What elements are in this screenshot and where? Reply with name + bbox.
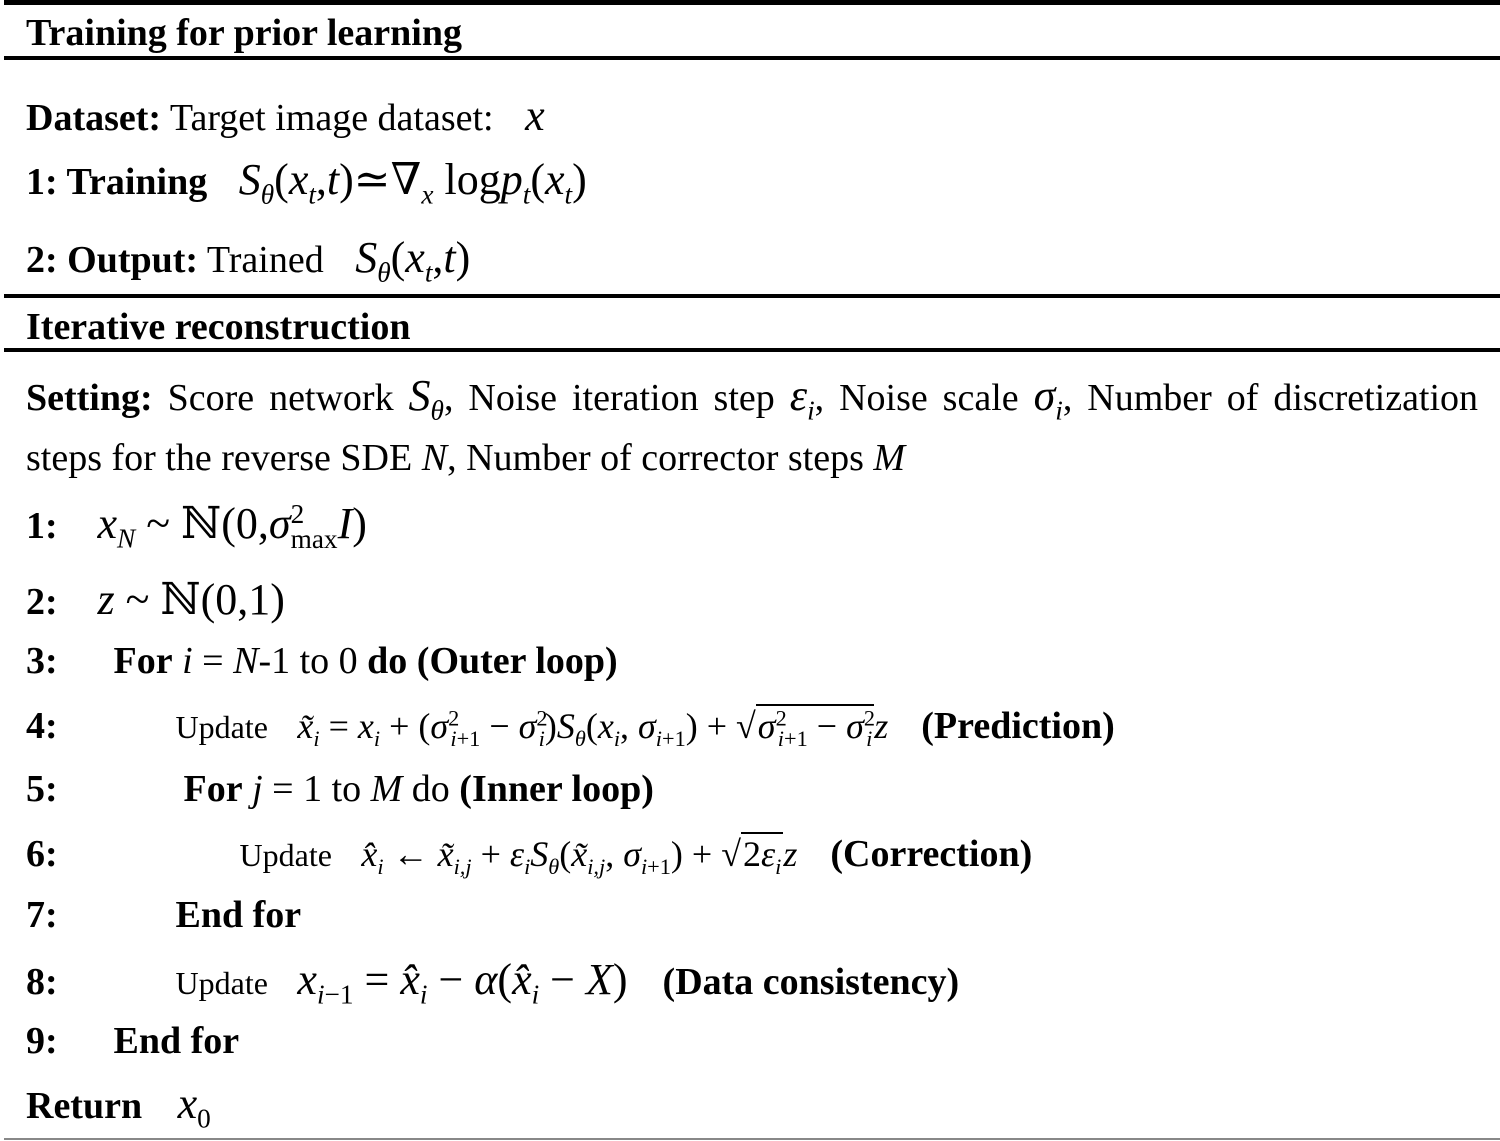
bottom-rule	[4, 1138, 1500, 1140]
inner-do: do	[402, 768, 460, 810]
step-8-number: 8:	[26, 961, 58, 1003]
update-label-6: Update	[239, 837, 332, 873]
output-label: 2: Output:	[26, 239, 199, 281]
for-keyword: For	[113, 640, 173, 682]
step-9	[26, 1022, 239, 1060]
step-7	[26, 896, 301, 934]
step-6-number: 6:	[26, 833, 58, 875]
dataset-var: x	[525, 91, 545, 140]
inner-range: = 1 to	[262, 768, 371, 810]
prediction-label: (Prediction)	[921, 705, 1115, 747]
loop-var-i: i	[182, 640, 193, 682]
training-label: 1: Training	[26, 161, 208, 203]
step-2	[26, 575, 285, 624]
inner-end-for: End for	[175, 894, 302, 936]
top-rule	[4, 0, 1500, 5]
dataset-line	[26, 91, 545, 140]
setting-discretization: , Number of discretization steps for the reverse SDE	[26, 377, 1479, 479]
loop-N: N	[233, 640, 259, 682]
trained-model-formula: $S_\theta(x_t,t)$	[355, 233, 471, 288]
data-consistency-label: (Data consistency)	[662, 961, 960, 1003]
dataset-label: Dataset:	[26, 97, 162, 139]
step-5	[26, 770, 654, 808]
outer-end-for: End for	[113, 1020, 240, 1062]
loop-var-j: j	[252, 768, 263, 810]
step-3	[26, 642, 618, 680]
equals: =	[192, 640, 234, 682]
step-2-number: 2:	[26, 581, 58, 623]
setting-N: N	[421, 437, 448, 479]
step-1-number: 1:	[26, 505, 58, 547]
section1-header-rule	[4, 56, 1500, 60]
loop-range: -1 to 0	[258, 640, 358, 682]
dataset-text: Target image dataset:	[169, 97, 494, 139]
setting-corrector: , Number of corrector steps	[447, 437, 864, 479]
setting-M: M	[873, 437, 906, 479]
step-5-number: 5:	[26, 768, 58, 810]
section1-title: Training for prior learning	[26, 12, 462, 54]
step-3-number: 3:	[26, 640, 58, 682]
return-label: Return	[26, 1085, 143, 1127]
init-z-formula: z ~ ℕ(0,1)	[97, 575, 285, 624]
outer-loop-label: do (Outer loop)	[367, 640, 618, 682]
step-6	[26, 832, 1033, 879]
return-value: $x_0$	[177, 1079, 211, 1134]
correction-formula: $x̂_i$ ← $x̃_{i,j}$ + $\varepsilon_iS_\theta(x̃_{i,j}$, $\sigma_{i+1}) + √2\varepsilon_iz$	[361, 834, 798, 879]
section2-header-rule	[4, 348, 1500, 352]
inner-for-keyword: For	[183, 768, 243, 810]
step-9-number: 9:	[26, 1020, 58, 1062]
correction-label: (Correction)	[830, 833, 1033, 875]
init-x-formula: $x_N$ ~ $ℕ(0,\sigma^2_{max}I)$	[97, 499, 367, 554]
setting-noise-step: , Noise iteration step	[443, 377, 775, 419]
output-line	[26, 233, 471, 288]
setting-label: Setting:	[26, 377, 153, 419]
section2-title: Iterative reconstruction	[26, 306, 411, 348]
step-4-number: 4:	[26, 705, 58, 747]
step-8	[26, 955, 960, 1010]
update-label-8: Update	[175, 965, 268, 1001]
training-line	[26, 155, 587, 210]
return-line	[26, 1079, 211, 1134]
step-1	[26, 499, 367, 554]
output-text: Trained	[206, 239, 324, 281]
update-label: Update	[175, 709, 268, 745]
score-matching-formula: $S_\theta(x_t,t)≃\nabla_x$ $\log p_t(x_t)$	[238, 155, 587, 210]
setting-noise-scale: , Noise scale	[814, 377, 1019, 419]
inner-M: M	[370, 768, 403, 810]
inner-loop-label: (Inner loop)	[459, 768, 654, 810]
setting-paragraph: Setting: Score network $S_\theta$, Noise iteration step $\varepsilon_i$, Noise scale $\sigma_i$, Number of discretization steps for the reverse SDE N, Number of corrector steps M	[26, 371, 1479, 479]
data-consistency-formula: $x_{i-1}$ = $x̂_i$ − $\alpha(x̂_i - X)$	[297, 955, 639, 1010]
prediction-formula: $x̃_i = x_i + (\sigma^2_{i+1} - \sigma^2_i)S_\theta(x_i$, $\sigma_{i+1}) + √\sigma^2_{i+1} - \sigma^2_iz$	[297, 705, 889, 751]
step-4	[26, 704, 1115, 751]
section2-top-rule	[4, 294, 1500, 298]
setting-score-network: Score network	[167, 377, 394, 419]
step-7-number: 7:	[26, 894, 58, 936]
